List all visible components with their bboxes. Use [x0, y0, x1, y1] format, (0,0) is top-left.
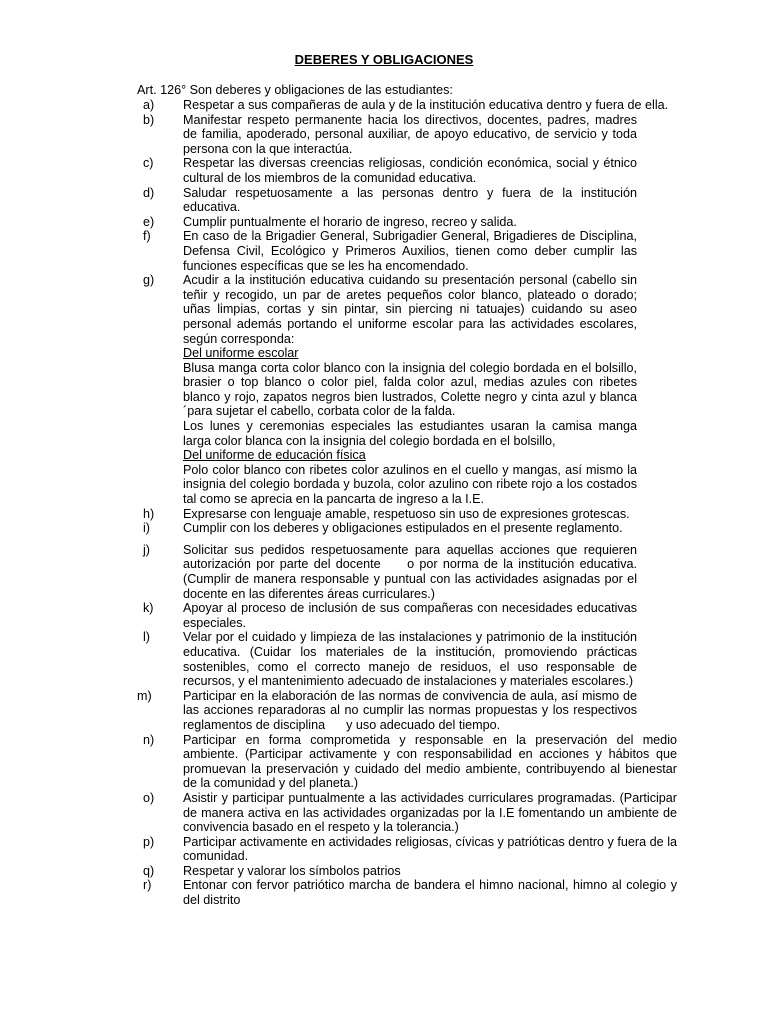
- item-text: Manifestar respeto permanente hacia los directivos, docentes, padres, madres de familia, apoderado, personal auxiliar, de apoyo educativo, de servicio y toda persona con la que interactúa.: [183, 112, 637, 156]
- pe-uniform-heading: Del uniforme de educación física: [183, 448, 366, 463]
- item-marker: l): [143, 630, 150, 645]
- list-item-d: [137, 186, 677, 215]
- item-marker: b): [143, 112, 155, 127]
- item-marker: q): [143, 863, 155, 878]
- item-text: En caso de la Brigadier General, Subrigadier General, Brigadieres de Disciplina, Defensa Civil, Ecológico y Primeros Auxilios, tienen como deber cumplir las funciones específicas que se les ha encomendado.: [183, 229, 637, 273]
- list-item-k: [137, 601, 677, 630]
- item-marker: k): [143, 601, 154, 616]
- item-marker: n): [143, 732, 155, 747]
- item-text: Respetar a sus compañeras de aula y de la institución educativa dentro y fuera de ella.: [183, 98, 669, 112]
- item-marker: o): [143, 790, 155, 805]
- article-intro: Art. 126° Son deberes y obligaciones de las estudiantes:: [137, 83, 453, 97]
- pe-uniform-text: Polo color blanco con ribetes color azulinos en el cuello y mangas, así mismo la insignia del colegio bordada y buzola, color azulino con ribete rojo a los costados tal como se aprecia en la pancarta de ingreso a la I.E.: [183, 462, 637, 507]
- item-text: Cumplir puntualmente el horario de ingreso, recreo y salida.: [183, 214, 517, 229]
- list-item-m: [137, 689, 677, 733]
- list-item-q: [137, 864, 677, 879]
- item-marker: h): [143, 506, 155, 521]
- list-item-e: [137, 215, 677, 230]
- item-text: Participar activamente en actividades religiosas, cívicas y patrióticas dentro y fuera de la comunidad.: [183, 834, 677, 864]
- item-marker: c): [143, 156, 154, 171]
- item-text: Velar por el cuidado y limpieza de las instalaciones y patrimonio de la institución educativa. (Cuidar los materiales de la institución, promoviendo prácticas sostenibles, como el correcto manejo de residuos, el uso responsable de recursos, y el mantenimiento adecuado de instalaciones y materiales escolares.): [183, 630, 637, 689]
- list-item-l: [137, 630, 677, 688]
- item-text: Respetar y valorar los símbolos patrios: [183, 863, 401, 878]
- ceremony-uniform-text: Los lunes y ceremonias especiales las estudiantes usaran la camisa manga larga color blanca con la insignia del colegio bordada en el bolsillo,: [183, 419, 637, 448]
- list-item-i: [137, 521, 677, 536]
- item-text: Asistir y participar puntualmente a las actividades curriculares programadas. (Participar de manera activa en las actividades organizadas por la I.E fomentando un ambiente de convivencia basado en el respeto y la tolerancia.): [183, 790, 677, 835]
- school-uniform-heading: Del uniforme escolar: [183, 346, 299, 361]
- item-marker: m): [137, 688, 152, 703]
- list-item-j: [137, 543, 677, 601]
- list-item-a: [137, 98, 677, 113]
- item-marker: f): [143, 229, 151, 244]
- item-marker: g): [143, 273, 155, 288]
- item-marker: p): [143, 834, 155, 849]
- item-text: Acudir a la institución educativa cuidando su presentación personal (cabello sin teñir y recogido, un par de aretes pequeños color blanco, plateado o dorado; uñas limpias, cortas y sin pintar, sin piercing ni tatuajes) cuidando su aseo personal además portando el uniforme escolar para las actividades escolares, según corresponda:: [183, 273, 637, 346]
- item-text: Participar en la elaboración de las normas de convivencia de aula, así mismo de las acciones reparadoras al no cumplir las normas propuestas y los respectivos reglamentos de disciplina y uso adecuado del tiempo.: [183, 688, 641, 732]
- item-text: Participar en forma comprometida y responsable en la preservación del medio ambiente. (Participar activamente y con responsabilidad en acciones y hábitos que promuevan la preservación y cuidado del medio ambiente, contribuyendo al bienestar de la comunidad y del planeta.): [183, 732, 677, 791]
- item-text: Entonar con fervor patriótico marcha de bandera el himno nacional, himno al colegio y del distrito: [183, 878, 677, 908]
- item-marker: a): [143, 98, 155, 112]
- item-text: Saludar respetuosamente a las personas dentro y fuera de la institución educativa.: [183, 185, 637, 215]
- item-marker: j): [143, 542, 150, 557]
- list-item-f: [137, 229, 677, 273]
- list-item-p: [137, 835, 677, 864]
- item-text: Cumplir con los deberes y obligaciones estipulados en el presente reglamento.: [183, 521, 623, 536]
- item-marker: e): [143, 214, 155, 229]
- item-text: Apoyar al proceso de inclusión de sus compañeras con necesidades educativas especiales.: [183, 601, 637, 630]
- item-text: Solicitar sus pedidos respetuosamente para aquellas acciones que requieren autorización por parte del docente o por norma de la institución educativa. (Cumplir de manera responsable y puntual con las actividades asignadas por el docente en las diferentes áreas curriculares.): [183, 542, 641, 601]
- list-item-h: [137, 507, 677, 522]
- school-uniform-text: Blusa manga corta color blanco con la insignia del colegio bordada en el bolsillo, brasier o top blanco o color piel, falda color azul, medias azules con ribetes blanco y rojo, zapatos negros bien lustrados, Colette negro y cinta azul y blanca ´para sujetar el cabello, corbata color de la falda.: [183, 360, 637, 419]
- item-text: Respetar las diversas creencias religiosas, condición económica, social y étnico cultural de los miembros de la comunidad educativa.: [183, 156, 637, 185]
- list-item-g: [137, 273, 677, 507]
- list-item-n: [137, 733, 677, 791]
- list-item-c: [137, 156, 677, 185]
- item-marker: d): [143, 185, 155, 200]
- item-text: Expresarse con lenguaje amable, respetuoso sin uso de expresiones grotescas.: [183, 506, 630, 521]
- obligations-list: [137, 98, 677, 908]
- list-item-b: [137, 113, 677, 157]
- list-item-o: [137, 791, 677, 835]
- item-marker: i): [143, 521, 150, 536]
- list-item-r: [137, 878, 677, 907]
- page-title: DEBERES Y OBLIGACIONES: [294, 52, 474, 67]
- item-marker: r): [143, 878, 152, 893]
